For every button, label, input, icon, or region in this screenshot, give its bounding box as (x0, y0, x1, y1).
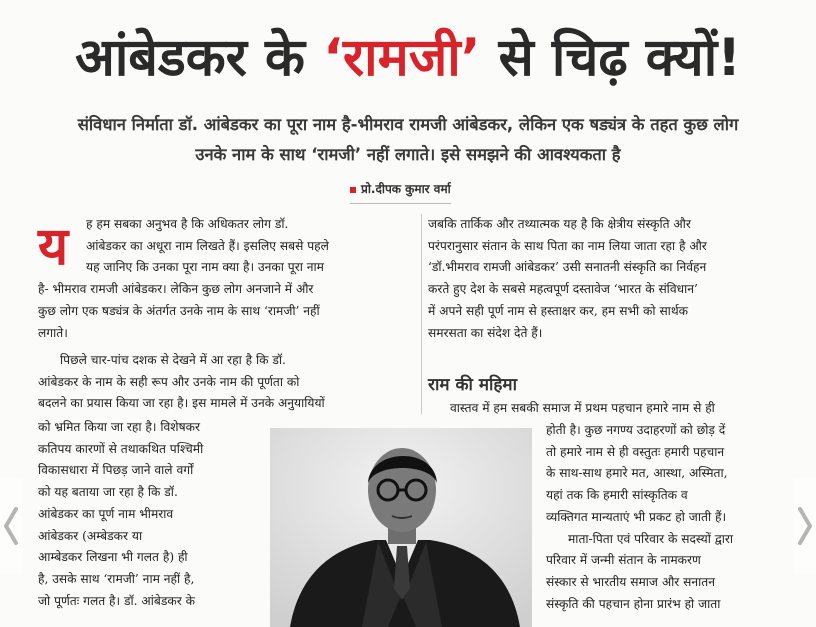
text-line: को भ्रमित किया जा रहा है। विशेषकर (38, 420, 200, 434)
text-line: आम्बेडकर लिखना भी गलत है) ही (38, 550, 188, 565)
text-line: है, उसके साथ ‘रामजी’ नाम नहीं है, (38, 571, 195, 586)
text-line: लगाते। (38, 325, 68, 340)
headline-part-1: आंबेडकर के (75, 28, 324, 88)
next-page-button[interactable] (794, 478, 816, 574)
section-heading: राम की महिमा (428, 375, 517, 395)
text-line: के साथ-साथ हमारे मत, आस्था, अस्मिता, (546, 466, 728, 481)
text-line: कतिपय कारणों से तथाकथित पश्चिमी (38, 441, 204, 456)
right-column-wrapped (546, 420, 794, 615)
author-portrait-photo (270, 428, 532, 627)
text-line: व्यक्तिगत मान्यताएं भी प्रकट हो जाती हैं। (546, 509, 727, 524)
left-column-intro (38, 214, 416, 344)
subheadline-line-1: संविधान निर्माता डॉ. आंबेडकर का पूरा नाम है-भीमराव रामजी आंबेडकर, लेकिन एक षड्यंत्र के तहत कुछ लोग (77, 115, 739, 134)
article-headline (0, 18, 816, 98)
chevron-left-icon (3, 506, 19, 546)
text-line: संस्कार से भारतीय समाज और सनातन (546, 574, 716, 589)
text-line: होती है। कुछ नगण्य उदाहरणों को छोड़ दें (546, 423, 726, 437)
left-column-wrapped (38, 417, 260, 612)
text-line: में अपने सही पूर्ण नाम से हस्ताक्षर कर, हम सभी को सार्थक (428, 303, 688, 318)
text-line: जबकि तार्किक और तथ्यात्मक यह है कि क्षेत्रीय संस्कृति और (428, 217, 691, 231)
text-line: ह हम सबका अनुभव है कि अधिकतर लोग डॉ. (86, 217, 289, 231)
drop-cap: य (38, 217, 69, 277)
text-line: माता-पिता एवं परिवार के सदस्यों द्वारा (568, 531, 734, 546)
text-line: आंबेडकर (अम्बेडकर या (38, 528, 143, 543)
headline-highlight: ‘रामजी’ (323, 28, 481, 88)
text-line: समरसता का संदेश देते हैं। (428, 325, 543, 340)
byline (350, 180, 451, 204)
byline-marker-icon (350, 187, 356, 193)
subheadline-line-2: उनके नाम के साथ ‘रामजी’ नहीं लगाते। इसे समझने की आवश्यकता है (195, 145, 621, 164)
text-line: को यह बताया जा रहा है कि डॉ. (38, 485, 178, 500)
text-line: बदलने का प्रयास किया जा रहा है। इस मामले में उनके अनुयायियों (38, 396, 325, 411)
text-line: है- भीमराव रामजी आंबेडकर। लेकिन कुछ लोग अनजाने में और (38, 282, 314, 297)
text-line: तो हमारे नाम से ही वस्तुतः हमारी पहचान (546, 444, 725, 459)
text-line: यह जानिए कि उनका पूरा नाम क्या है। उनका पूरा नाम (86, 260, 324, 275)
text-line: आंबेडकर का पूर्ण नाम भीमराव (38, 506, 174, 521)
text-line: यहां तक कि हमारी सांस्कृतिक व (546, 488, 688, 503)
column-divider (421, 214, 422, 414)
right-column-top (428, 214, 794, 344)
text-line: पिछले चार-पांच दशक से देखने में आ रहा है कि डॉ. (60, 353, 286, 367)
byline-author: प्रो.दीपक कुमार वर्मा (361, 182, 451, 196)
headline-part-3: से चिढ़ क्यों! (480, 28, 741, 88)
text-line: जो पूर्णतः गलत है। डॉ. आंबेडकर के (38, 593, 195, 608)
text-line: ‘डॉ.भीमराव रामजी आंबेडकर’ उसी सनातनी संस्कृति का निर्वहन (428, 260, 707, 275)
left-column-paragraph-2 (38, 350, 416, 415)
text-line: संस्कृति की पहचान होना प्रारंभ हो जाता (546, 596, 721, 611)
text-line: करते हुए देश के सबसे महत्वपूर्ण दस्तावेज ‘भारत के संविधान’ (428, 282, 698, 297)
text-line: कुछ लोग एक षड्यंत्र के अंतर्गत उनके नाम के साथ ‘रामजी’ नहीं (38, 303, 320, 318)
text-line: वास्तव में हम सबकी समाज में प्रथम पहचान हमारे नाम से ही (450, 401, 715, 415)
text-line: विकासधारा में पिछड़ जाने वाले वर्गों (38, 463, 194, 478)
previous-page-button[interactable] (0, 478, 22, 574)
text-line: परिवार में जन्मी संतान के नामकरण (546, 553, 701, 568)
portrait-illustration (270, 428, 532, 627)
chevron-right-icon (797, 506, 813, 546)
text-line: आंबेडकर का अधूरा नाम लिखते हैं। इसलिए सबसे पहले (86, 238, 329, 253)
text-line: आंबेडकर के नाम के सही रूप और उनके नाम की पूर्णता को (38, 374, 300, 389)
text-line: परंपरानुसार संतान के साथ पिता का नाम लिया जाता रहा है और (428, 238, 707, 253)
right-column-intro (428, 398, 794, 420)
